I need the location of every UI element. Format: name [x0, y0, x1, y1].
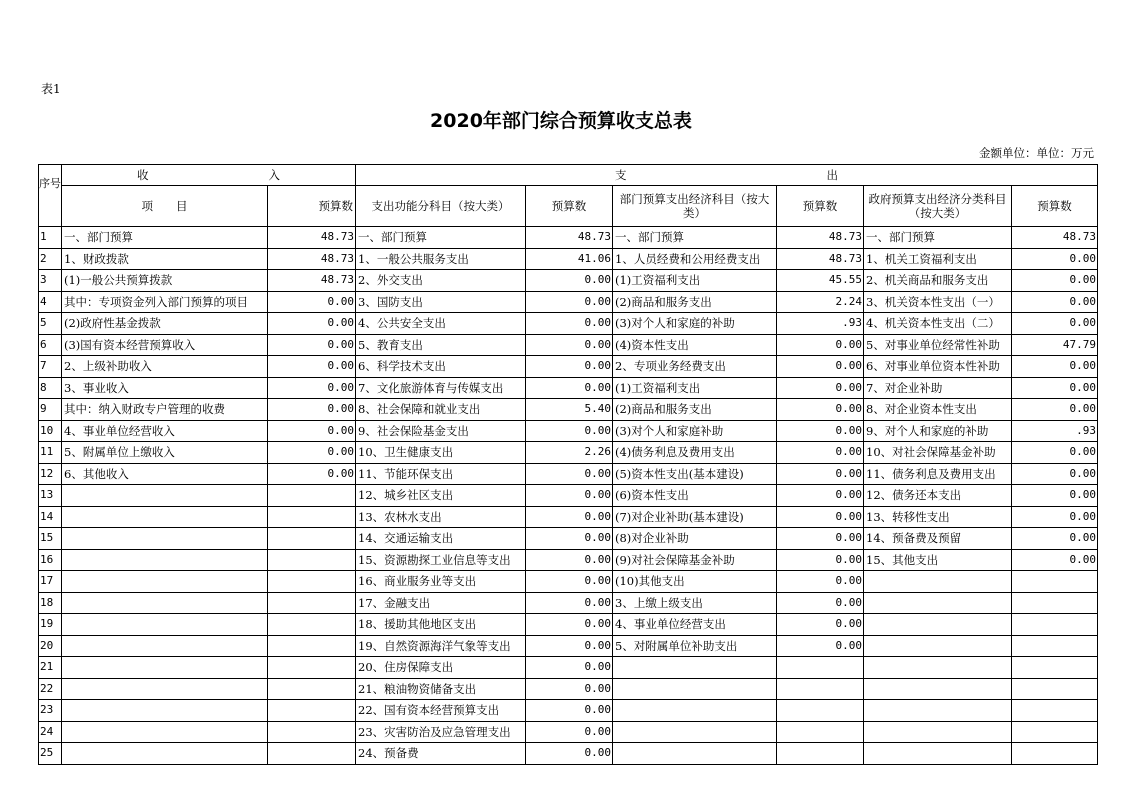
row-budget-dept: 0.00: [777, 356, 864, 378]
row-dept-item: 3、上缴上级支出: [613, 592, 777, 614]
row-dept-item: [613, 743, 777, 765]
row-func-item: 7、文化旅游体育与传媒支出: [356, 377, 526, 399]
row-budget-gov: [1012, 635, 1098, 657]
row-budget-gov: 0.00: [1012, 485, 1098, 507]
row-budget-gov: 0.00: [1012, 549, 1098, 571]
row-item: 2、上级补助收入: [62, 356, 268, 378]
row-func-item: 8、社会保障和就业支出: [356, 399, 526, 421]
row-item: 其中：专项资金列入部门预算的项目: [62, 291, 268, 313]
row-dept-item: 1、人员经费和公用经费支出: [613, 248, 777, 270]
row-budget-income: [268, 506, 356, 528]
row-dept-item: (1)工资福利支出: [613, 377, 777, 399]
row-item: [62, 657, 268, 679]
row-budget-income: 0.00: [268, 399, 356, 421]
row-budget-income: [268, 700, 356, 722]
row-budget-func: 41.06: [526, 248, 613, 270]
row-budget-func: 48.73: [526, 227, 613, 249]
table-row: [39, 700, 1098, 722]
table-row: [39, 635, 1098, 657]
header-income: [62, 165, 356, 186]
row-budget-func: 0.00: [526, 571, 613, 593]
row-budget-gov: [1012, 592, 1098, 614]
row-budget-func: 0.00: [526, 528, 613, 550]
row-func-item: 一、部门预算: [356, 227, 526, 249]
row-budget-func: 0.00: [526, 377, 613, 399]
row-budget-gov: [1012, 657, 1098, 679]
header-budget-4: 预算数: [1012, 186, 1098, 227]
row-budget-gov: [1012, 678, 1098, 700]
row-budget-gov: [1012, 614, 1098, 636]
row-gov-item: 1、机关工资福利支出: [864, 248, 1012, 270]
row-gov-item: 5、对事业单位经常性补助: [864, 334, 1012, 356]
table-row: [39, 485, 1098, 507]
row-seq: 14: [39, 506, 62, 528]
row-func-item: 19、自然资源海洋气象等支出: [356, 635, 526, 657]
row-budget-gov: 0.00: [1012, 528, 1098, 550]
row-budget-func: 0.00: [526, 635, 613, 657]
row-budget-gov: 0.00: [1012, 399, 1098, 421]
row-dept-item: (9)对社会保障基金补助: [613, 549, 777, 571]
row-budget-gov: 0.00: [1012, 291, 1098, 313]
row-gov-item: [864, 678, 1012, 700]
header-dept-econ: 部门预算支出经济科目（按大类）: [613, 186, 777, 227]
row-budget-func: 0.00: [526, 614, 613, 636]
row-gov-item: [864, 721, 1012, 743]
table-row: [39, 248, 1098, 270]
table-row: [39, 420, 1098, 442]
row-budget-income: [268, 657, 356, 679]
row-func-item: 24、预备费: [356, 743, 526, 765]
row-gov-item: [864, 635, 1012, 657]
row-budget-income: 48.73: [268, 227, 356, 249]
row-budget-dept: 0.00: [777, 592, 864, 614]
row-item: [62, 743, 268, 765]
row-gov-item: 一、部门预算: [864, 227, 1012, 249]
row-gov-item: 7、对企业补助: [864, 377, 1012, 399]
row-budget-income: 0.00: [268, 356, 356, 378]
row-budget-dept: [777, 721, 864, 743]
row-item: [62, 635, 268, 657]
table-row: [39, 291, 1098, 313]
row-budget-income: 0.00: [268, 291, 356, 313]
row-func-item: 21、粮油物资储备支出: [356, 678, 526, 700]
header-expense: [356, 165, 1098, 186]
row-budget-func: 0.00: [526, 291, 613, 313]
row-dept-item: (4)债务利息及费用支出: [613, 442, 777, 464]
row-seq: 23: [39, 700, 62, 722]
row-budget-income: 0.00: [268, 313, 356, 335]
row-gov-item: [864, 614, 1012, 636]
table-row: [39, 227, 1098, 249]
row-dept-item: (3)对个人和家庭补助: [613, 420, 777, 442]
row-budget-income: [268, 592, 356, 614]
table-tag: 表1: [41, 82, 61, 96]
table-row: [39, 356, 1098, 378]
row-func-item: 11、节能环保支出: [356, 463, 526, 485]
row-budget-func: 0.00: [526, 485, 613, 507]
row-item: (1)一般公共预算拨款: [62, 270, 268, 292]
table-body: [39, 227, 1098, 765]
row-budget-gov: 0.00: [1012, 506, 1098, 528]
row-func-item: 4、公共安全支出: [356, 313, 526, 335]
table-row: [39, 399, 1098, 421]
row-dept-item: (6)资本性支出: [613, 485, 777, 507]
row-seq: 4: [39, 291, 62, 313]
row-budget-gov: .93: [1012, 420, 1098, 442]
row-dept-item: 5、对附属单位补助支出: [613, 635, 777, 657]
row-budget-gov: 0.00: [1012, 377, 1098, 399]
row-gov-item: 13、转移性支出: [864, 506, 1012, 528]
row-seq: 1: [39, 227, 62, 249]
row-dept-item: (4)资本性支出: [613, 334, 777, 356]
row-gov-item: [864, 571, 1012, 593]
row-budget-gov: 47.79: [1012, 334, 1098, 356]
row-dept-item: 4、事业单位经营支出: [613, 614, 777, 636]
table-row: [39, 528, 1098, 550]
row-gov-item: [864, 700, 1012, 722]
row-item: [62, 528, 268, 550]
row-dept-item: (5)资本性支出(基本建设): [613, 463, 777, 485]
row-item: 一、部门预算: [62, 227, 268, 249]
row-seq: 17: [39, 571, 62, 593]
row-budget-gov: 0.00: [1012, 356, 1098, 378]
row-item: 3、事业收入: [62, 377, 268, 399]
row-seq: 19: [39, 614, 62, 636]
row-gov-item: 8、对企业资本性支出: [864, 399, 1012, 421]
row-item: 1、财政拨款: [62, 248, 268, 270]
row-budget-gov: 0.00: [1012, 442, 1098, 464]
row-item: 5、附属单位上缴收入: [62, 442, 268, 464]
row-budget-func: 0.00: [526, 334, 613, 356]
row-budget-gov: [1012, 700, 1098, 722]
row-func-item: 23、灾害防治及应急管理支出: [356, 721, 526, 743]
row-budget-func: 0.00: [526, 420, 613, 442]
row-budget-income: [268, 635, 356, 657]
row-gov-item: [864, 657, 1012, 679]
row-seq: 16: [39, 549, 62, 571]
row-item: [62, 700, 268, 722]
row-gov-item: 12、债务还本支出: [864, 485, 1012, 507]
row-budget-dept: [777, 657, 864, 679]
budget-table: [38, 164, 1098, 765]
row-budget-dept: 48.73: [777, 227, 864, 249]
row-seq: 11: [39, 442, 62, 464]
table-row: [39, 571, 1098, 593]
row-func-item: 22、国有资本经营预算支出: [356, 700, 526, 722]
row-budget-dept: 2.24: [777, 291, 864, 313]
row-budget-func: 0.00: [526, 700, 613, 722]
header-seq: 序号: [39, 165, 62, 227]
row-item: [62, 485, 268, 507]
row-item: [62, 549, 268, 571]
table-row: [39, 313, 1098, 335]
page-title: 2020年部门综合预算收支总表: [430, 110, 692, 132]
table-row: [39, 592, 1098, 614]
row-item: (3)国有资本经营预算收入: [62, 334, 268, 356]
header-expense-1: 支: [615, 168, 627, 182]
row-budget-func: 0.00: [526, 463, 613, 485]
row-gov-item: 14、预备费及预留: [864, 528, 1012, 550]
row-budget-func: 0.00: [526, 721, 613, 743]
table-row: [39, 678, 1098, 700]
row-item: [62, 678, 268, 700]
row-item: 4、事业单位经营收入: [62, 420, 268, 442]
row-budget-func: 0.00: [526, 506, 613, 528]
row-dept-item: [613, 700, 777, 722]
row-gov-item: 6、对事业单位资本性补助: [864, 356, 1012, 378]
row-budget-gov: 0.00: [1012, 270, 1098, 292]
row-func-item: 6、科学技术支出: [356, 356, 526, 378]
row-dept-item: (3)对个人和家庭的补助: [613, 313, 777, 335]
row-seq: 22: [39, 678, 62, 700]
row-budget-income: 0.00: [268, 334, 356, 356]
row-budget-dept: 0.00: [777, 485, 864, 507]
row-func-item: 16、商业服务业等支出: [356, 571, 526, 593]
table-row: [39, 549, 1098, 571]
table-row: [39, 506, 1098, 528]
row-item: [62, 506, 268, 528]
row-budget-dept: [777, 743, 864, 765]
row-budget-dept: 0.00: [777, 614, 864, 636]
row-budget-dept: 0.00: [777, 571, 864, 593]
row-budget-gov: 0.00: [1012, 313, 1098, 335]
row-seq: 10: [39, 420, 62, 442]
row-budget-dept: 0.00: [777, 528, 864, 550]
row-func-item: 20、住房保障支出: [356, 657, 526, 679]
row-func-item: 15、资源勘探工业信息等支出: [356, 549, 526, 571]
unit-label: 金额单位：单位：万元: [979, 146, 1094, 160]
table-row: [39, 334, 1098, 356]
row-budget-income: 48.73: [268, 248, 356, 270]
row-item: [62, 592, 268, 614]
row-budget-gov: [1012, 571, 1098, 593]
row-gov-item: 2、机关商品和服务支出: [864, 270, 1012, 292]
row-seq: 15: [39, 528, 62, 550]
table-row: [39, 463, 1098, 485]
table-row: [39, 614, 1098, 636]
row-budget-dept: 45.55: [777, 270, 864, 292]
header-gov-econ: 政府预算支出经济分类科目（按大类）: [864, 186, 1012, 227]
row-budget-dept: 0.00: [777, 420, 864, 442]
row-budget-dept: [777, 678, 864, 700]
row-budget-income: [268, 549, 356, 571]
row-seq: 20: [39, 635, 62, 657]
row-seq: 24: [39, 721, 62, 743]
table-row: [39, 442, 1098, 464]
row-budget-income: 0.00: [268, 442, 356, 464]
row-seq: 12: [39, 463, 62, 485]
row-seq: 9: [39, 399, 62, 421]
row-gov-item: [864, 743, 1012, 765]
row-dept-item: (2)商品和服务支出: [613, 291, 777, 313]
table-row: [39, 721, 1098, 743]
row-dept-item: (1)工资福利支出: [613, 270, 777, 292]
row-dept-item: (2)商品和服务支出: [613, 399, 777, 421]
row-budget-income: [268, 528, 356, 550]
row-gov-item: [864, 592, 1012, 614]
row-budget-func: 5.40: [526, 399, 613, 421]
row-budget-income: 48.73: [268, 270, 356, 292]
row-budget-func: 0.00: [526, 356, 613, 378]
row-budget-dept: 0.00: [777, 377, 864, 399]
row-dept-item: (7)对企业补助(基本建设): [613, 506, 777, 528]
row-func-item: 1、一般公共服务支出: [356, 248, 526, 270]
row-budget-dept: 0.00: [777, 334, 864, 356]
row-func-item: 13、农林水支出: [356, 506, 526, 528]
row-seq: 8: [39, 377, 62, 399]
row-budget-dept: .93: [777, 313, 864, 335]
header-expense-2: 出: [826, 168, 838, 182]
row-seq: 5: [39, 313, 62, 335]
row-budget-dept: 0.00: [777, 506, 864, 528]
row-budget-dept: 0.00: [777, 442, 864, 464]
row-budget-income: 0.00: [268, 420, 356, 442]
row-func-item: 5、教育支出: [356, 334, 526, 356]
row-budget-func: 0.00: [526, 270, 613, 292]
row-func-item: 3、国防支出: [356, 291, 526, 313]
row-gov-item: 4、机关资本性支出（二）: [864, 313, 1012, 335]
row-seq: 25: [39, 743, 62, 765]
row-budget-dept: 0.00: [777, 463, 864, 485]
table-row: [39, 657, 1098, 679]
header-budget-2: 预算数: [526, 186, 613, 227]
row-func-item: 10、卫生健康支出: [356, 442, 526, 464]
row-seq: 13: [39, 485, 62, 507]
row-func-item: 9、社会保险基金支出: [356, 420, 526, 442]
row-budget-dept: [777, 700, 864, 722]
row-budget-gov: 0.00: [1012, 248, 1098, 270]
row-budget-gov: [1012, 721, 1098, 743]
row-budget-func: 0.00: [526, 657, 613, 679]
header-budget-1: 预算数: [268, 186, 356, 227]
row-budget-gov: 48.73: [1012, 227, 1098, 249]
row-func-item: 2、外交支出: [356, 270, 526, 292]
row-gov-item: 10、对社会保障基金补助: [864, 442, 1012, 464]
row-seq: 18: [39, 592, 62, 614]
header-income-1: 收: [137, 168, 149, 182]
row-seq: 3: [39, 270, 62, 292]
row-dept-item: 2、专项业务经费支出: [613, 356, 777, 378]
row-budget-gov: 0.00: [1012, 463, 1098, 485]
row-seq: 6: [39, 334, 62, 356]
row-item: [62, 614, 268, 636]
row-gov-item: 11、债务利息及费用支出: [864, 463, 1012, 485]
row-budget-income: [268, 678, 356, 700]
row-seq: 2: [39, 248, 62, 270]
row-budget-income: [268, 721, 356, 743]
header-income-2: 入: [268, 168, 280, 182]
row-budget-func: 0.00: [526, 313, 613, 335]
row-item: [62, 721, 268, 743]
row-budget-dept: 0.00: [777, 399, 864, 421]
row-budget-dept: 0.00: [777, 635, 864, 657]
row-budget-income: [268, 743, 356, 765]
row-seq: 7: [39, 356, 62, 378]
table-row: [39, 743, 1098, 765]
row-budget-gov: [1012, 743, 1098, 765]
row-gov-item: 9、对个人和家庭的补助: [864, 420, 1012, 442]
row-gov-item: 15、其他支出: [864, 549, 1012, 571]
row-budget-func: 0.00: [526, 678, 613, 700]
row-item: 其中：纳入财政专户管理的收费: [62, 399, 268, 421]
row-budget-dept: 0.00: [777, 549, 864, 571]
row-func-item: 12、城乡社区支出: [356, 485, 526, 507]
row-item: (2)政府性基金拨款: [62, 313, 268, 335]
row-dept-item: [613, 678, 777, 700]
header-item: 项 目: [62, 186, 268, 227]
row-item: 6、其他收入: [62, 463, 268, 485]
row-func-item: 18、援助其他地区支出: [356, 614, 526, 636]
row-seq: 21: [39, 657, 62, 679]
row-budget-func: 2.26: [526, 442, 613, 464]
table-row: [39, 270, 1098, 292]
row-dept-item: (10)其他支出: [613, 571, 777, 593]
header-func-class: 支出功能分科目（按大类）: [356, 186, 526, 227]
row-item: [62, 571, 268, 593]
row-budget-income: 0.00: [268, 377, 356, 399]
row-budget-func: 0.00: [526, 592, 613, 614]
row-budget-income: [268, 571, 356, 593]
row-budget-func: 0.00: [526, 549, 613, 571]
row-budget-income: 0.00: [268, 463, 356, 485]
row-func-item: 17、金融支出: [356, 592, 526, 614]
row-dept-item: 一、部门预算: [613, 227, 777, 249]
row-gov-item: 3、机关资本性支出（一）: [864, 291, 1012, 313]
table-row: [39, 377, 1098, 399]
row-budget-income: [268, 485, 356, 507]
row-dept-item: [613, 657, 777, 679]
row-dept-item: (8)对企业补助: [613, 528, 777, 550]
row-budget-income: [268, 614, 356, 636]
row-budget-func: 0.00: [526, 743, 613, 765]
header-budget-3: 预算数: [777, 186, 864, 227]
row-func-item: 14、交通运输支出: [356, 528, 526, 550]
row-dept-item: [613, 721, 777, 743]
row-budget-dept: 48.73: [777, 248, 864, 270]
